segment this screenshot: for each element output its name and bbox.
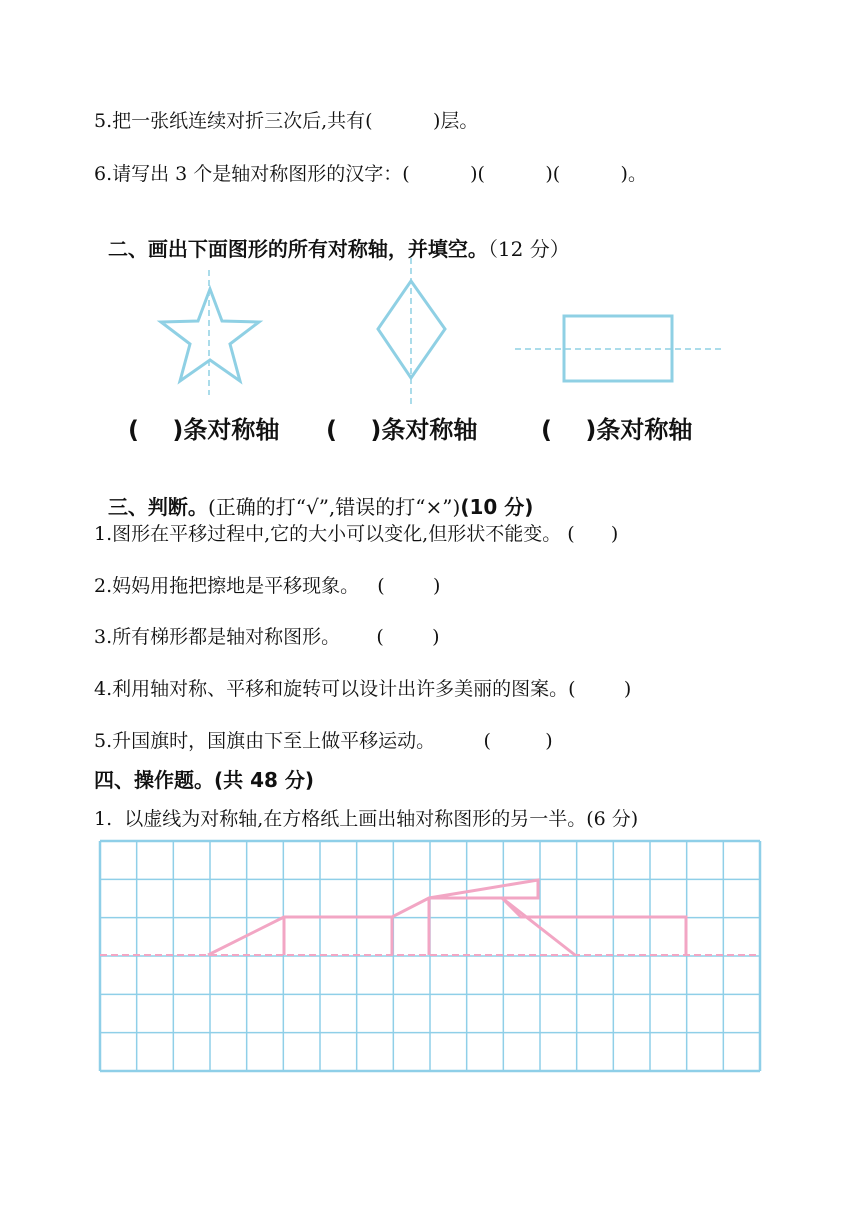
half-figure-front bbox=[502, 898, 686, 955]
section-4-heading: 四、操作题。(共 48 分) bbox=[94, 768, 315, 792]
section-3-score: (10 分) bbox=[460, 495, 534, 519]
caption-rectangle: ( )条对称轴 bbox=[541, 416, 693, 444]
caption-rhombus: ( )条对称轴 bbox=[326, 416, 478, 444]
question-5: 5.把一张纸连续对折三次后,共有( )层。 bbox=[94, 110, 479, 132]
section-2-score: （12 分） bbox=[487, 237, 570, 261]
judge-item-1: 1.图形在平移过程中,它的大小可以变化,但形状不能变。 ( ) bbox=[94, 523, 619, 545]
judge-item-2: 2.妈妈用拖把擦地是平移现象。 ( ) bbox=[94, 575, 441, 597]
section-2-title: 二、画出下面图形的所有对称轴，并填空。 bbox=[107, 237, 488, 261]
judge-item-4: 4.利用轴对称、平移和旋转可以设计出许多美丽的图案。( ) bbox=[94, 678, 632, 700]
section-3-instruction: (正确的打“√”,错误的打“×”) bbox=[207, 495, 461, 519]
caption-star: ( )条对称轴 bbox=[128, 416, 280, 444]
section-3-title: 三、判断。 bbox=[107, 495, 208, 519]
judge-item-5: 5.升国旗时，国旗由下至上做平移运动。 ( ) bbox=[94, 730, 553, 752]
operation-q1: 1. 以虚线为对称轴,在方格纸上画出轴对称图形的另一半。(6 分) bbox=[94, 808, 639, 830]
judge-item-3: 3.所有梯形都是轴对称图形。 ( ) bbox=[94, 626, 440, 648]
question-6: 6.请写出 3 个是轴对称图形的汉字：( )( )( )。 bbox=[94, 163, 647, 185]
